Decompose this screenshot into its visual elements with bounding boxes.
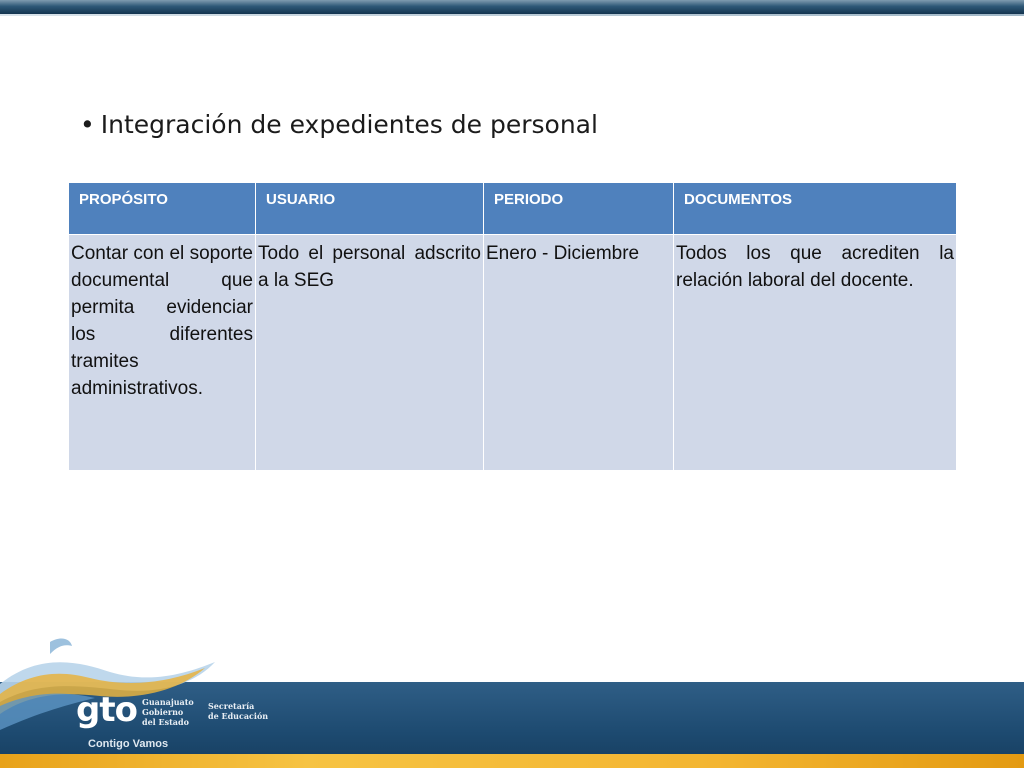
table-row — [69, 235, 957, 471]
secretaria-logo-text — [208, 701, 278, 721]
bullet-text: Integración de expedientes de personal — [100, 110, 598, 139]
logo-line: Secretaría — [208, 701, 255, 711]
logo-line: Guanajuato — [142, 697, 194, 707]
header-periodo: PERIODO — [484, 183, 674, 235]
cell-proposito: Contar con el soporte documental que permita evidenciar los diferentes tramites administrativos. — [69, 235, 256, 471]
cell-documentos: Todos los que acrediten la relación laboral del docente. — [674, 235, 957, 471]
info-table — [68, 182, 957, 471]
top-header-bar — [0, 0, 1024, 14]
header-proposito: PROPÓSITO — [69, 183, 256, 235]
header-usuario: USUARIO — [256, 183, 484, 235]
slogan-text: Contigo Vamos — [88, 738, 169, 750]
table-header-row — [69, 183, 957, 235]
logo-line: de Educación — [208, 711, 269, 721]
logo-line: del Estado — [142, 717, 189, 727]
cell-usuario: Todo el personal adscrito a la SEG — [256, 235, 484, 471]
gto-logo: gto — [76, 690, 137, 730]
bullet-item — [80, 110, 598, 139]
logo-line: Gobierno — [142, 707, 184, 717]
header-documentos: DOCUMENTOS — [674, 183, 957, 235]
gobierno-logo-text — [142, 697, 202, 727]
bullet-symbol: • — [80, 110, 95, 139]
cell-periodo: Enero - Diciembre — [484, 235, 674, 471]
